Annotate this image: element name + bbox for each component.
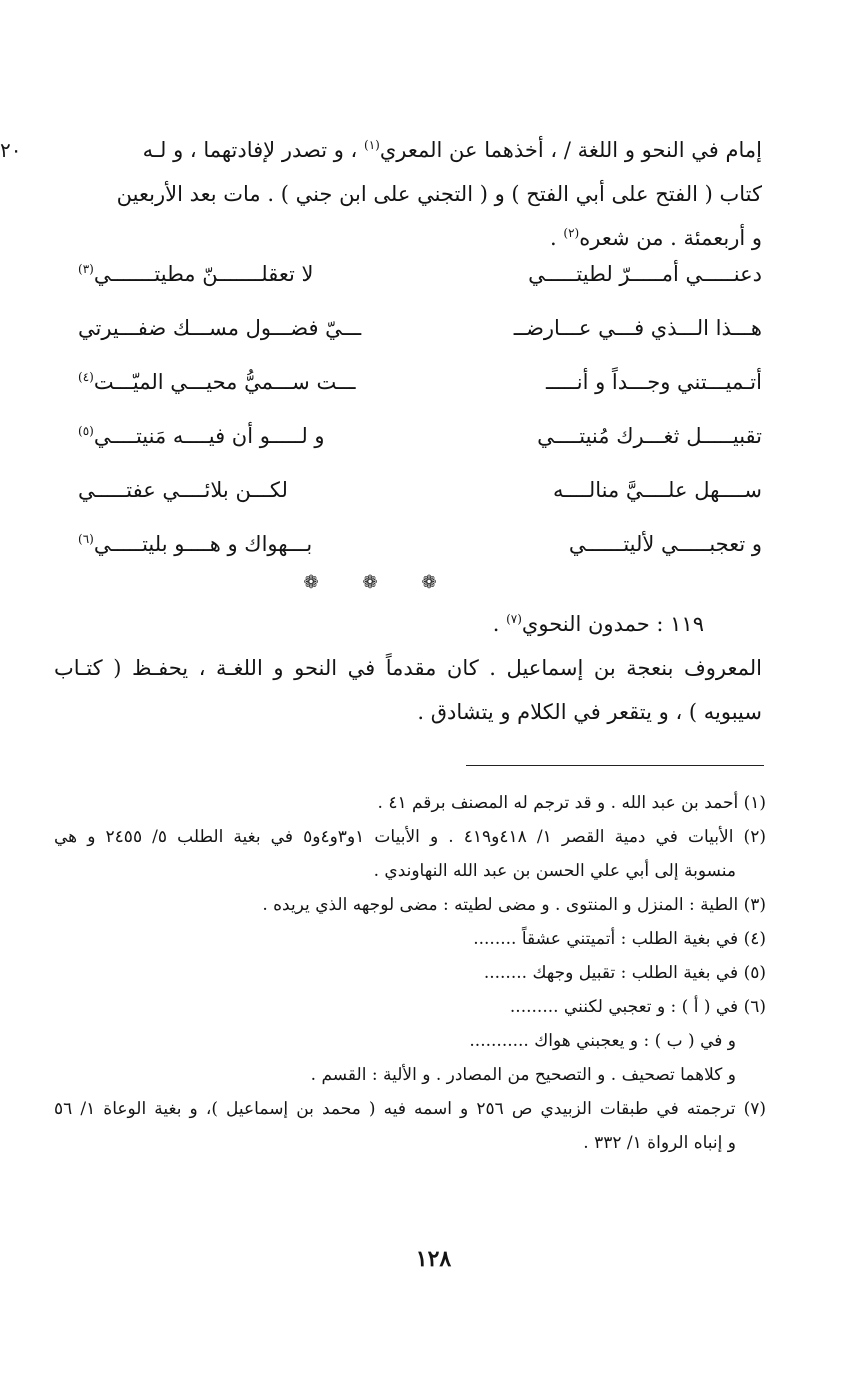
footnote-ref: (٣) xyxy=(78,262,94,276)
verse-first-hemistich: دعنـــــي أمـــــرّ لطيتـــــي xyxy=(528,262,762,286)
verse-line xyxy=(70,418,770,472)
verse-line xyxy=(70,256,770,310)
hemistich-text: بـــهواك و هــــو بليتـــــي xyxy=(93,532,313,556)
entry-line xyxy=(54,602,762,646)
footnote: (٣) الطية : المنزل و المنتوى . و مضى لطيته : مضى لوجهه الذي يريده . xyxy=(262,895,766,915)
flower-ornament-icon: ❁ xyxy=(362,572,378,593)
paragraph-line: كتاب ( الفتح على أبي الفتح ) و ( التجني على ابن جني ) . مات بعد الأربعين xyxy=(116,182,762,206)
verse-first-hemistich: و تعجبـــــي لأليتــــــي xyxy=(568,532,762,556)
section-divider-ornaments xyxy=(300,572,440,593)
footnote-ref: (١) xyxy=(364,138,380,152)
verse-second-hemistich xyxy=(78,370,356,394)
verse-second-hemistich xyxy=(78,478,288,502)
entry-heading xyxy=(54,602,762,646)
footnote-ref: (٤) xyxy=(78,370,94,384)
footnote: (٧) ترجمته في طبقات الزبيدي ص ٢٥٦ و اسمه فيه ( محمد بن إسماعيل )، و بغية الوعاة ١/ ٥٦ xyxy=(54,1099,766,1119)
margin-number: ٢٠ xyxy=(0,138,22,162)
verse-line xyxy=(70,310,770,364)
text-run: إمام في النحو و اللغة / ، أخذهما عن المعري xyxy=(379,138,762,162)
footnote-continuation: و إنباه الرواة ١/ ٣٣٢ . xyxy=(583,1133,736,1153)
footnote-divider xyxy=(466,765,764,766)
verse-first-hemistich: ســــهل علــــيَّ منالــــه xyxy=(553,478,762,502)
verse-line xyxy=(70,472,770,526)
entry-paragraph xyxy=(54,646,762,734)
footnote: (٤) في بغية الطلب : أتميتني عشقاً ........ xyxy=(473,929,766,949)
page-number: ١٢٨ xyxy=(415,1246,452,1272)
verse-second-hemistich xyxy=(78,532,312,556)
paragraph-line xyxy=(54,216,762,260)
text-run: ، و تصدر لإفادتهما ، و لـه xyxy=(142,138,365,162)
verse-second-hemistich xyxy=(78,424,325,448)
paragraph-line: سيبويه ) ، و يتقعر في الكلام و يتشادق . xyxy=(417,700,762,724)
footnotes xyxy=(54,786,766,1160)
flower-ornament-icon: ❁ xyxy=(303,572,319,593)
flower-ornament-icon: ❁ xyxy=(421,572,437,593)
footnote-continuation: و في ( ب ) : و يعجبني هواك ........... xyxy=(469,1031,736,1051)
hemistich-text: لكـــن بلائــــي عفتـــــي xyxy=(78,478,288,502)
footnote-continuation: و كلاهما تصحيف . و التصحيح من المصادر . و الألية : القسم . xyxy=(310,1065,736,1085)
footnote-ref: (٢) xyxy=(563,226,580,240)
paragraph-line: المعروف بنعجة بن إسماعيل . كان مقدماً في النحو و اللغـة ، يحفـظ ( كتـاب xyxy=(54,656,762,680)
footnote: (٢) الأبيات في دمية القصر ١/ ٤١٨و٤١٩ . و الأبيات ١و٣و٤و٥ في بغية الطلب ٥/ ٢٤٥٥ و هي xyxy=(54,827,766,847)
footnote-ref: (٦) xyxy=(78,532,94,546)
footnote-ref: (٧) xyxy=(506,612,522,626)
footnote-ref: (٥) xyxy=(78,424,94,438)
hemistich-text: و لـــــو أن فيــــه مَنيتــــي xyxy=(93,424,325,448)
hemistich-text: ـــت ســـميُّ محيـــي الميّـــت xyxy=(93,370,356,394)
poem xyxy=(70,256,770,580)
entry-title: ١١٩ : حمدون النحوي xyxy=(521,612,704,636)
verse-second-hemistich xyxy=(78,262,313,286)
verse-first-hemistich: هـــذا الـــذي فـــي عـــارضــ xyxy=(513,316,762,340)
footnote: (٦) في ( أ ) : و تعجبي لكنني ......... xyxy=(509,997,766,1017)
hemistich-text: لا تعقلـــــــنّ مطيتـــــــي xyxy=(93,262,314,286)
verse-line xyxy=(70,364,770,418)
verse-first-hemistich: تقبيـــــل ثغـــرك مُنيتــــي xyxy=(537,424,762,448)
text-run: . xyxy=(550,226,564,250)
text-run: و أربعمئة . من شعره xyxy=(579,226,762,250)
footnote-continuation: منسوبة إلى أبي علي الحسن بن عبد الله النهاوندي . xyxy=(373,861,736,881)
verse-second-hemistich xyxy=(78,316,361,340)
text-run: . xyxy=(492,612,507,636)
footnote: (١) أحمد بن عبد الله . و قد ترجم له المصنف برقم ٤١ . xyxy=(377,793,766,813)
intro-paragraph xyxy=(54,128,762,260)
footnote: (٥) في بغية الطلب : تقبيل وجهك ........ xyxy=(483,963,766,983)
verse-first-hemistich: أتـميـــتني وجـــداً و أنـــــ xyxy=(546,370,762,394)
hemistich-text: ـــيّ فضـــول مســـك ضفـــيرتي xyxy=(78,316,362,340)
paragraph-line xyxy=(54,128,762,172)
